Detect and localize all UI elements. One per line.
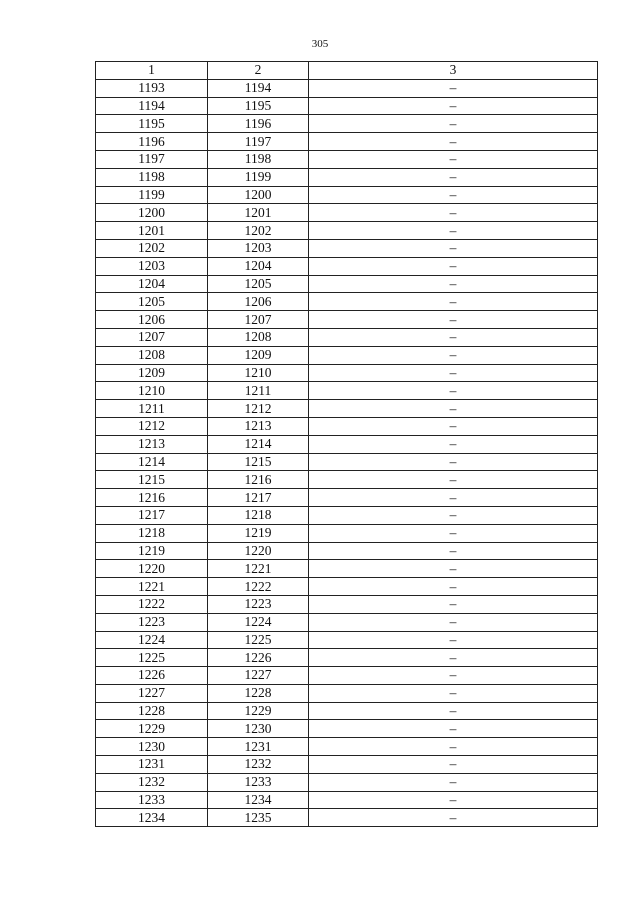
table-cell-col-3: – bbox=[309, 453, 598, 471]
table-cell-col-1: 1208 bbox=[96, 346, 208, 364]
table-header bbox=[96, 62, 598, 80]
table-cell-col-3: – bbox=[309, 293, 598, 311]
table-row bbox=[96, 684, 598, 702]
table-cell-col-1: 1203 bbox=[96, 257, 208, 275]
table-cell-col-2: 1220 bbox=[208, 542, 309, 560]
column-header-1: 1 bbox=[96, 62, 208, 80]
column-header-3: 3 bbox=[309, 62, 598, 80]
table-row bbox=[96, 168, 598, 186]
table-row bbox=[96, 204, 598, 222]
table-cell-col-2: 1232 bbox=[208, 756, 309, 774]
table-cell-col-2: 1218 bbox=[208, 506, 309, 524]
table-cell-col-3: – bbox=[309, 791, 598, 809]
column-header-2: 2 bbox=[208, 62, 309, 80]
table-cell-col-2: 1217 bbox=[208, 489, 309, 507]
table-row bbox=[96, 738, 598, 756]
table-cell-col-3: – bbox=[309, 560, 598, 578]
table-cell-col-1: 1221 bbox=[96, 578, 208, 596]
table-row bbox=[96, 346, 598, 364]
table-cell-col-1: 1200 bbox=[96, 204, 208, 222]
table-cell-col-1: 1215 bbox=[96, 471, 208, 489]
table-cell-col-2: 1222 bbox=[208, 578, 309, 596]
table-cell-col-3: – bbox=[309, 133, 598, 151]
table-cell-col-1: 1220 bbox=[96, 560, 208, 578]
table-row bbox=[96, 222, 598, 240]
table-cell-col-2: 1227 bbox=[208, 667, 309, 685]
table-cell-col-3: – bbox=[309, 328, 598, 346]
table-cell-col-3: – bbox=[309, 649, 598, 667]
table-cell-col-3: – bbox=[309, 773, 598, 791]
table-cell-col-3: – bbox=[309, 471, 598, 489]
table-cell-col-2: 1198 bbox=[208, 150, 309, 168]
table-cell-col-2: 1206 bbox=[208, 293, 309, 311]
table-cell-col-3: – bbox=[309, 311, 598, 329]
table-cell-col-2: 1235 bbox=[208, 809, 309, 827]
table-cell-col-3: – bbox=[309, 756, 598, 774]
table-cell-col-2: 1228 bbox=[208, 684, 309, 702]
table-cell-col-2: 1213 bbox=[208, 417, 309, 435]
table-cell-col-1: 1193 bbox=[96, 79, 208, 97]
table-cell-col-2: 1231 bbox=[208, 738, 309, 756]
table-cell-col-3: – bbox=[309, 631, 598, 649]
table-cell-col-2: 1214 bbox=[208, 435, 309, 453]
table-cell-col-1: 1198 bbox=[96, 168, 208, 186]
table-cell-col-1: 1202 bbox=[96, 239, 208, 257]
table-cell-col-1: 1225 bbox=[96, 649, 208, 667]
table-row bbox=[96, 328, 598, 346]
table-body bbox=[96, 79, 598, 826]
table-row bbox=[96, 115, 598, 133]
table-row bbox=[96, 150, 598, 168]
table-row bbox=[96, 471, 598, 489]
table-cell-col-1: 1212 bbox=[96, 417, 208, 435]
table-cell-col-3: – bbox=[309, 222, 598, 240]
table-row bbox=[96, 613, 598, 631]
table-row bbox=[96, 400, 598, 418]
table-cell-col-2: 1219 bbox=[208, 524, 309, 542]
table-cell-col-1: 1209 bbox=[96, 364, 208, 382]
table-cell-col-2: 1216 bbox=[208, 471, 309, 489]
table-cell-col-2: 1223 bbox=[208, 595, 309, 613]
table-cell-col-2: 1224 bbox=[208, 613, 309, 631]
table-cell-col-3: – bbox=[309, 578, 598, 596]
table-cell-col-2: 1209 bbox=[208, 346, 309, 364]
table-cell-col-1: 1217 bbox=[96, 506, 208, 524]
table-cell-col-1: 1232 bbox=[96, 773, 208, 791]
table-cell-col-3: – bbox=[309, 738, 598, 756]
table-cell-col-3: – bbox=[309, 168, 598, 186]
table-cell-col-3: – bbox=[309, 720, 598, 738]
table-row bbox=[96, 595, 598, 613]
table-cell-col-1: 1230 bbox=[96, 738, 208, 756]
table-cell-col-2: 1212 bbox=[208, 400, 309, 418]
table-cell-col-3: – bbox=[309, 684, 598, 702]
table-row bbox=[96, 524, 598, 542]
table-cell-col-1: 1199 bbox=[96, 186, 208, 204]
table-header-row bbox=[96, 62, 598, 80]
table-row bbox=[96, 773, 598, 791]
table-cell-col-3: – bbox=[309, 667, 598, 685]
table-cell-col-3: – bbox=[309, 506, 598, 524]
table-cell-col-3: – bbox=[309, 79, 598, 97]
table-cell-col-2: 1194 bbox=[208, 79, 309, 97]
table-cell-col-1: 1206 bbox=[96, 311, 208, 329]
table-row bbox=[96, 97, 598, 115]
table-cell-col-3: – bbox=[309, 239, 598, 257]
table-row bbox=[96, 489, 598, 507]
table-cell-col-3: – bbox=[309, 382, 598, 400]
table-cell-col-1: 1207 bbox=[96, 328, 208, 346]
table-row bbox=[96, 578, 598, 596]
table-cell-col-1: 1197 bbox=[96, 150, 208, 168]
table-cell-col-3: – bbox=[309, 346, 598, 364]
table-cell-col-1: 1195 bbox=[96, 115, 208, 133]
table-cell-col-2: 1226 bbox=[208, 649, 309, 667]
table-cell-col-2: 1201 bbox=[208, 204, 309, 222]
table-cell-col-3: – bbox=[309, 417, 598, 435]
table-cell-col-3: – bbox=[309, 115, 598, 133]
table-row bbox=[96, 79, 598, 97]
table-cell-col-2: 1211 bbox=[208, 382, 309, 400]
table-cell-col-2: 1215 bbox=[208, 453, 309, 471]
table-row bbox=[96, 275, 598, 293]
table-cell-col-2: 1229 bbox=[208, 702, 309, 720]
table-cell-col-3: – bbox=[309, 204, 598, 222]
table-cell-col-2: 1208 bbox=[208, 328, 309, 346]
table-cell-col-1: 1234 bbox=[96, 809, 208, 827]
table-cell-col-2: 1233 bbox=[208, 773, 309, 791]
table-row bbox=[96, 791, 598, 809]
table-cell-col-2: 1205 bbox=[208, 275, 309, 293]
table-cell-col-1: 1228 bbox=[96, 702, 208, 720]
table-cell-col-3: – bbox=[309, 524, 598, 542]
table-cell-col-1: 1216 bbox=[96, 489, 208, 507]
table-cell-col-1: 1231 bbox=[96, 756, 208, 774]
table-cell-col-2: 1210 bbox=[208, 364, 309, 382]
table-cell-col-1: 1233 bbox=[96, 791, 208, 809]
table-cell-col-1: 1226 bbox=[96, 667, 208, 685]
table-row bbox=[96, 702, 598, 720]
table-row bbox=[96, 756, 598, 774]
table-cell-col-3: – bbox=[309, 97, 598, 115]
table-cell-col-1: 1194 bbox=[96, 97, 208, 115]
table-row bbox=[96, 435, 598, 453]
table-row bbox=[96, 453, 598, 471]
table-cell-col-1: 1218 bbox=[96, 524, 208, 542]
table-cell-col-1: 1213 bbox=[96, 435, 208, 453]
table-row bbox=[96, 293, 598, 311]
table-cell-col-1: 1223 bbox=[96, 613, 208, 631]
table-cell-col-1: 1201 bbox=[96, 222, 208, 240]
table-row bbox=[96, 133, 598, 151]
table-row bbox=[96, 186, 598, 204]
table-cell-col-1: 1229 bbox=[96, 720, 208, 738]
table-row bbox=[96, 506, 598, 524]
table-row bbox=[96, 560, 598, 578]
table-cell-col-2: 1202 bbox=[208, 222, 309, 240]
table-row bbox=[96, 239, 598, 257]
table-cell-col-3: – bbox=[309, 275, 598, 293]
page-number: 305 bbox=[311, 38, 329, 50]
table-cell-col-3: – bbox=[309, 150, 598, 168]
table-cell-col-1: 1210 bbox=[96, 382, 208, 400]
table-cell-col-2: 1221 bbox=[208, 560, 309, 578]
table-cell-col-1: 1196 bbox=[96, 133, 208, 151]
table-cell-col-3: – bbox=[309, 435, 598, 453]
table-cell-col-3: – bbox=[309, 364, 598, 382]
table-cell-col-2: 1234 bbox=[208, 791, 309, 809]
table-cell-col-2: 1225 bbox=[208, 631, 309, 649]
table-cell-col-1: 1204 bbox=[96, 275, 208, 293]
table-cell-col-3: – bbox=[309, 702, 598, 720]
table-cell-col-1: 1205 bbox=[96, 293, 208, 311]
table-cell-col-1: 1214 bbox=[96, 453, 208, 471]
table-row bbox=[96, 382, 598, 400]
table-cell-col-3: – bbox=[309, 257, 598, 275]
table-cell-col-1: 1222 bbox=[96, 595, 208, 613]
table-cell-col-2: 1196 bbox=[208, 115, 309, 133]
table-row bbox=[96, 542, 598, 560]
table-cell-col-2: 1230 bbox=[208, 720, 309, 738]
table-cell-col-3: – bbox=[309, 186, 598, 204]
table-cell-col-1: 1211 bbox=[96, 400, 208, 418]
table-row bbox=[96, 720, 598, 738]
table-cell-col-2: 1195 bbox=[208, 97, 309, 115]
table-cell-col-2: 1203 bbox=[208, 239, 309, 257]
table-row bbox=[96, 417, 598, 435]
table-cell-col-1: 1219 bbox=[96, 542, 208, 560]
table-row bbox=[96, 809, 598, 827]
table-cell-col-2: 1200 bbox=[208, 186, 309, 204]
table-row bbox=[96, 631, 598, 649]
table-row bbox=[96, 257, 598, 275]
table-cell-col-3: – bbox=[309, 489, 598, 507]
data-table bbox=[95, 61, 598, 827]
table-cell-col-2: 1199 bbox=[208, 168, 309, 186]
table-cell-col-1: 1224 bbox=[96, 631, 208, 649]
table-cell-col-2: 1204 bbox=[208, 257, 309, 275]
table-cell-col-3: – bbox=[309, 809, 598, 827]
table-cell-col-3: – bbox=[309, 595, 598, 613]
table-cell-col-3: – bbox=[309, 613, 598, 631]
table-cell-col-2: 1207 bbox=[208, 311, 309, 329]
table-row bbox=[96, 311, 598, 329]
table-cell-col-3: – bbox=[309, 400, 598, 418]
table-cell-col-1: 1227 bbox=[96, 684, 208, 702]
table-row bbox=[96, 364, 598, 382]
table-row bbox=[96, 667, 598, 685]
table-cell-col-2: 1197 bbox=[208, 133, 309, 151]
table-row bbox=[96, 649, 598, 667]
table-cell-col-3: – bbox=[309, 542, 598, 560]
